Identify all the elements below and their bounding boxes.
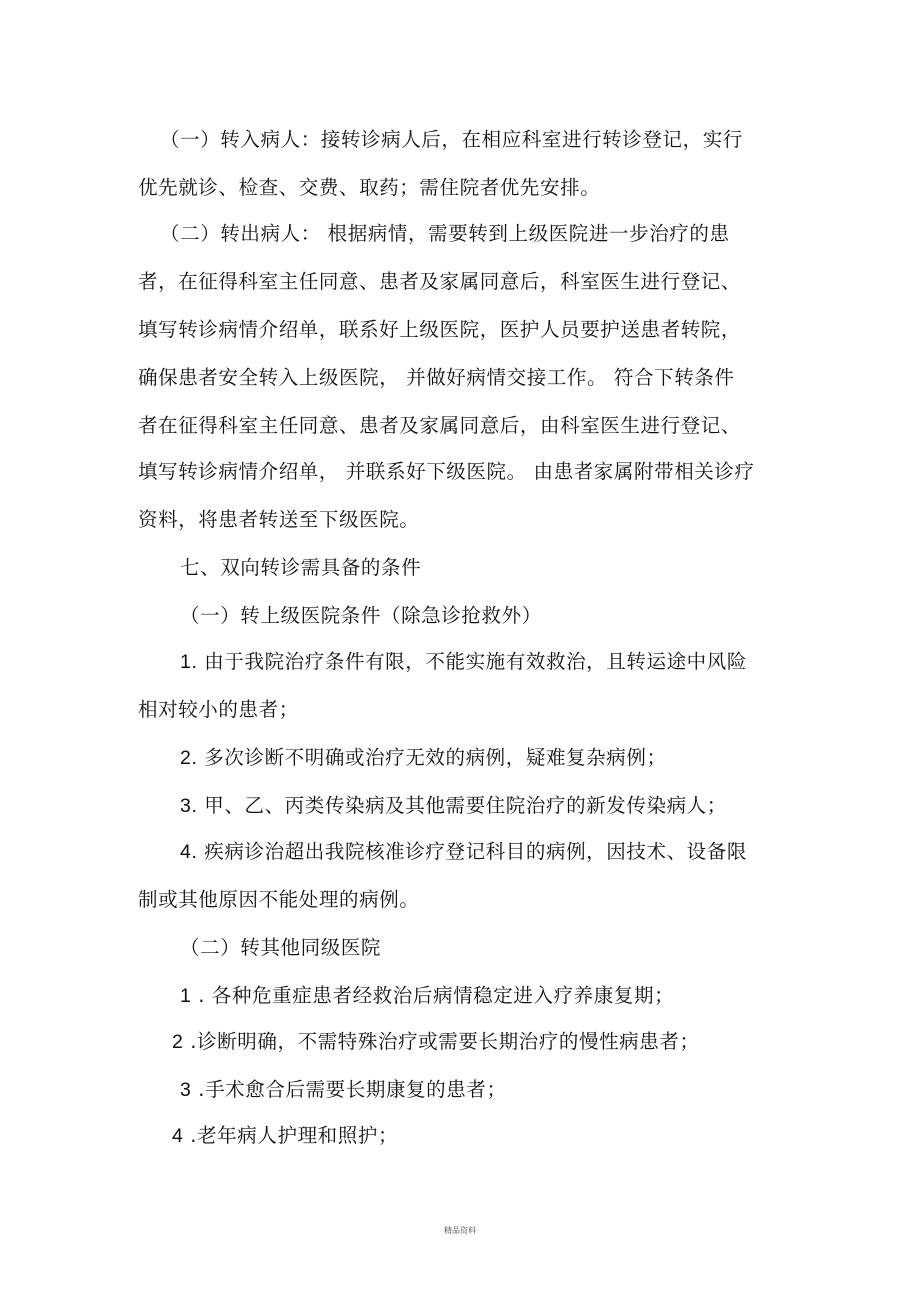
subsection-heading: （二）转其他同级医院 [180,936,382,959]
list-item [180,650,747,674]
paragraph-line: （一）转入病人：接转诊病人后，在相应科室进行转诊登记，实行 [160,128,743,151]
list-item [180,984,674,1008]
subsection-heading: （一）转上级医院条件（除急诊抢救外） [180,604,542,627]
item-text: .老年病人护理和照护； [190,1124,399,1147]
item-text: .诊断明确，不需特殊治疗或需要长期治疗的慢性病患者； [190,1030,700,1053]
item-number: 2 [172,1031,184,1053]
list-item [172,1124,398,1148]
item-text: 疾病诊治超出我院核准诊疗登记科目的病例，因技术、设备限 [204,840,747,863]
item-number: 2. [180,747,198,769]
item-text: 多次诊断不明确或治疗无效的病例，疑难复杂病例； [204,746,667,769]
item-number: 1. [180,651,198,673]
paragraph-line: 确保患者安全转入上级医院， 并做好病情交接工作。 符合下转条件 [138,366,735,389]
paragraph-line: 资料，将患者转送至下级医院。 [138,508,420,531]
paragraph-line: 者在征得科室主任同意、患者及家属同意后，由科室医生进行登记、 [138,414,742,437]
item-number: 1 [180,985,192,1007]
paragraph-line: 者，在征得科室主任同意、患者及家属同意后，科室医生进行登记、 [138,270,742,293]
paragraph-line: 填写转诊病情介绍单，联系好上级医院，医护人员要护送患者转院， [138,318,742,341]
page-footer: 精品资料 [444,1226,476,1235]
list-item [180,746,667,770]
paragraph-line: 制或其他原因不能处理的病例。 [138,888,420,911]
item-number: 3. [180,795,198,817]
item-number: 4 [172,1125,184,1147]
list-item [180,794,727,818]
paragraph-line: （二）转出病人： 根据病情，需要转到上级医院进一步治疗的患 [160,222,730,245]
item-text: .手术愈合后需要长期康复的患者； [198,1078,507,1101]
list-item [180,1078,507,1102]
item-text: 甲、乙、丙类传染病及其他需要住院治疗的新发传染病人； [204,794,727,817]
paragraph-line: 填写转诊病情介绍单， 并联系好下级医院。 由患者家属附带相关诊疗 [138,460,755,483]
item-number: 3 [180,1079,192,1101]
item-text: 由于我院治疗条件有限，不能实施有效救治，且转运途中风险 [204,650,747,673]
list-item [180,840,747,864]
list-item [172,1030,700,1054]
paragraph-line: 相对较小的患者； [138,698,299,721]
item-number: 4. [180,841,198,863]
section-heading: 七、双向转诊需具备的条件 [180,556,422,579]
item-text: . 各种危重症患者经救治后病情稳定进入疗养康复期； [198,984,675,1007]
paragraph-line: 优先就诊、检查、交费、取药；需住院者优先安排。 [138,176,601,199]
